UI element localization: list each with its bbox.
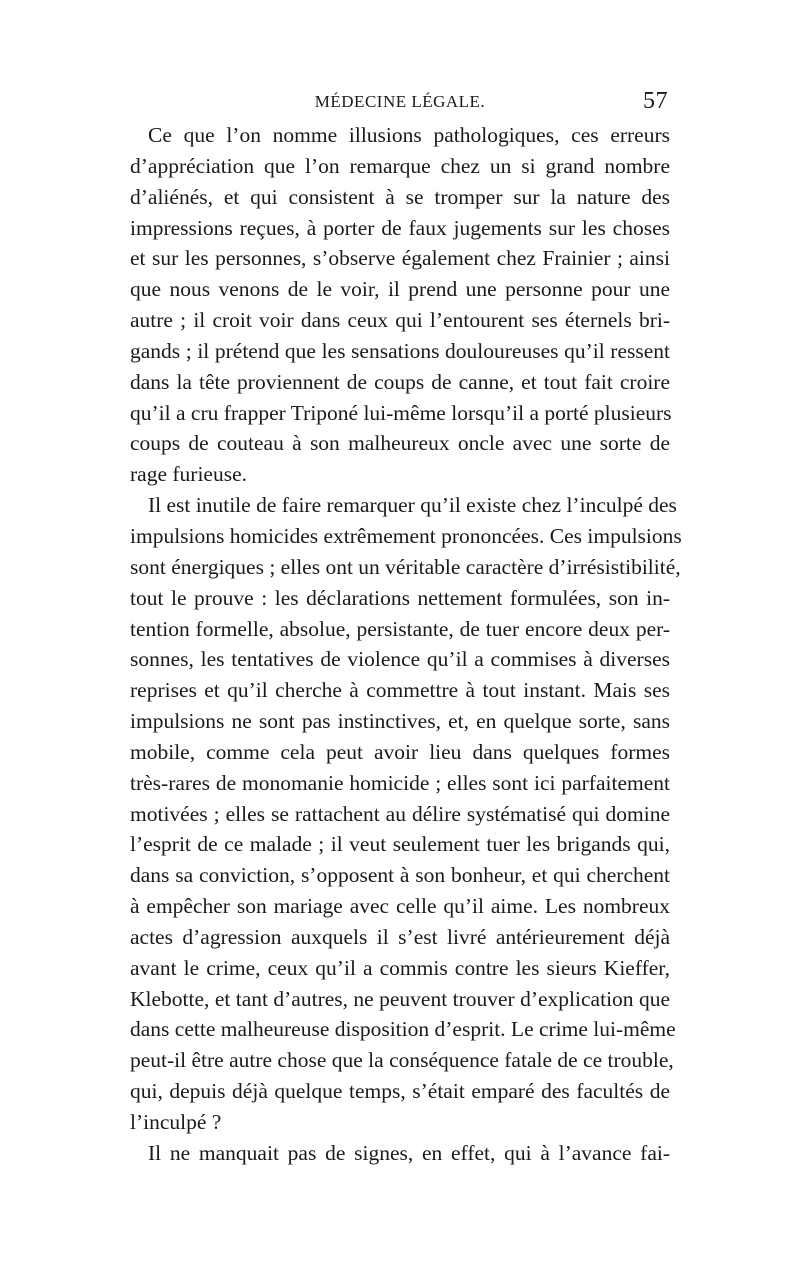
text-line: qu’il a cru frapper Triponé lui-même lorsqu’il a porté plusieurs — [130, 400, 672, 425]
text-line: d’appréciation que l’on remarque chez un si grand nombre — [130, 153, 670, 178]
text-line: Ce que l’on nomme illusions pathologiques, ces erreurs — [148, 123, 670, 147]
text-line: impressions reçues, à porter de faux jugements sur les choses — [130, 215, 670, 240]
text-line: dans la tête proviennent de coups de canne, et tout fait croire — [130, 369, 670, 394]
text-line: l’inculpé ? — [130, 1110, 222, 1134]
text-line: qui, depuis déjà quelque temps, s’était emparé des facultés de — [130, 1079, 670, 1104]
text-line: reprises et qu’il cherche à commettre à tout instant. Mais ses — [130, 678, 670, 703]
text-line: coups de couteau à son malheureux oncle avec une sorte de — [130, 431, 670, 456]
text-line: très-rares de monomanie homicide ; elles sont ici parfaitement — [130, 770, 670, 795]
text-line: dans sa conviction, s’opposent à son bonheur, et qui cherchent — [130, 863, 670, 888]
text-line: peut-il être autre chose que la conséquence fatale de ce trouble, — [130, 1048, 674, 1073]
text-line: tention formelle, absolue, persistante, de tuer encore deux per- — [130, 616, 670, 641]
running-head — [130, 88, 670, 120]
text-line: d’aliénés, et qui consistent à se tromper sur la nature des — [130, 184, 670, 209]
text-line: et sur les personnes, s’observe également chez Frainier ; ainsi — [130, 246, 670, 271]
running-title: MÉDECINE LÉGALE. — [314, 92, 486, 111]
paragraph — [130, 490, 682, 1138]
text-line: Il est inutile de faire remarquer qu’il existe chez l’inculpé des — [148, 493, 677, 518]
text-line: à empêcher son mariage avec celle qu’il aime. Les nombreux — [130, 894, 670, 919]
text-line: sonnes, les tentatives de violence qu’il a commises à diverses — [130, 647, 670, 672]
text-line: impulsions ne sont pas instinctives, et, en quelque sorte, sans — [130, 709, 670, 734]
text-line: Klebotte, et tant d’autres, ne peuvent trouver d’explication que — [130, 986, 670, 1011]
text-line: que nous venons de le voir, il prend une personne pour une — [130, 277, 670, 302]
body-text — [130, 120, 682, 1169]
text-line: mobile, comme cela peut avoir lieu dans quelques formes — [130, 739, 670, 764]
text-line: rage furieuse. — [130, 462, 247, 487]
text-line: dans cette malheureuse disposition d’esprit. Le crime lui-même — [130, 1017, 676, 1042]
text-line: autre ; il croit voir dans ceux qui l’entourent ses éternels bri- — [130, 308, 670, 333]
paragraph — [130, 1138, 670, 1169]
text-line: sont énergiques ; elles ont un véritable caractère d’irrésistibilité, — [130, 554, 681, 579]
book-page — [130, 88, 682, 1169]
text-line: actes d’agression auxquels il s’est livré antérieurement déjà — [130, 924, 670, 949]
text-line: l’esprit de ce malade ; il veut seulement tuer les brigands qui, — [130, 832, 670, 857]
page-number: 57 — [643, 88, 668, 114]
text-line: avant le crime, ceux qu’il a commis contre les sieurs Kieffer, — [130, 955, 670, 980]
text-line: tout le prouve : les déclarations nettement formulées, son in- — [130, 585, 670, 610]
paragraph — [130, 120, 670, 490]
text-line: gands ; il prétend que les sensations douloureuses qu’il ressent — [130, 338, 670, 363]
text-line: impulsions homicides extrêmement prononcées. Ces impulsions — [130, 523, 682, 548]
text-line: motivées ; elles se rattachent au délire systématisé qui domine — [130, 801, 670, 826]
text-line: Il ne manquait pas de signes, en effet, qui à l’avance fai- — [148, 1140, 670, 1165]
